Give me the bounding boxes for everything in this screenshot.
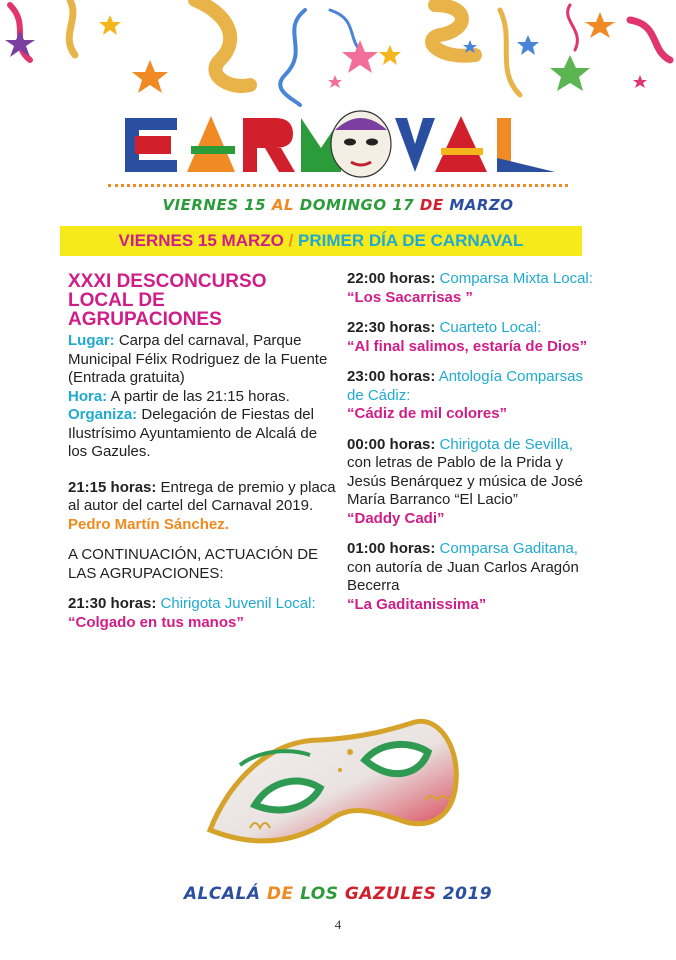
dates-part: MARZO: [449, 196, 514, 214]
footer-town: [0, 884, 676, 904]
award-winner: Pedro Martín Sánchez.: [68, 515, 229, 533]
day-banner-text: [60, 229, 582, 253]
footer-part: DE: [266, 884, 301, 904]
banner-day: VIERNES 15 MARZO: [118, 231, 284, 250]
schedule-name: “Cádiz de mil colores”: [347, 405, 508, 422]
schedule-time: 23:00 horas:: [347, 368, 436, 385]
time-info: [68, 388, 338, 407]
schedule-name: “Daddy Cadi”: [347, 509, 445, 527]
dates-part: VIERNES 15: [162, 196, 272, 214]
time-label: Hora:: [68, 387, 108, 405]
venue-info: [68, 332, 338, 388]
schedule-item: [68, 595, 338, 632]
award-text: Entrega de premio y placa al autor del cartel del Carnaval 2019.: [68, 478, 336, 514]
heading-line: XXXI DESCONCURSO: [68, 271, 267, 292]
footer-part: 2019: [442, 884, 493, 904]
left-column: [68, 272, 338, 632]
dates-part: DOMINGO 17: [299, 196, 420, 214]
time-text: A partir de las 21:15 horas.: [107, 387, 290, 405]
venue-label: Lugar:: [68, 332, 115, 349]
organizer-info: [68, 406, 338, 462]
schedule-desc: Chirigota de Sevilla,: [435, 435, 573, 453]
organizer-text: Delegación de Fiestas del Ilustrísimo Ayuntamiento de Alcalá de los Gazules.: [68, 406, 318, 460]
schedule-desc: Cuarteto Local:: [435, 319, 542, 336]
heading-line: LOCAL DE: [68, 290, 165, 311]
schedule-time: 22:30 horas:: [347, 319, 436, 336]
schedule-extra: con autoría de Juan Carlos Aragón Becerra: [347, 558, 579, 594]
award-info: [68, 479, 338, 516]
schedule-name: “La Gaditanissima”: [347, 595, 487, 613]
contest-heading: [68, 272, 338, 329]
schedule-item: [347, 436, 597, 529]
footer-part: GAZULES: [344, 884, 443, 904]
dates-part: AL: [271, 196, 300, 214]
schedule-time: 22:00 horas:: [347, 270, 436, 287]
footer-part: ALCALÁ: [183, 884, 267, 904]
page-number: 4: [334, 917, 342, 932]
schedule-time: 01:00 horas:: [347, 540, 436, 557]
venue-text: Carpa del carnaval, Parque Municipal Félix Rodriguez de la Fuente (Entrada gratuita): [68, 332, 328, 386]
schedule-desc: Chirigota Juvenil Local:: [156, 595, 316, 612]
schedule-item: [347, 540, 597, 614]
schedule-desc: Comparsa Mixta Local:: [435, 270, 593, 287]
right-column: [347, 270, 597, 614]
continuation-text: A CONTINUACIÓN, ACTUACIÓN DE LAS AGRUPACIONES:: [68, 546, 319, 582]
schedule-name: “Al final salimos, estaría de Dios”: [347, 337, 588, 355]
schedule-extra: con letras de Pablo de la Prida y Jesús Benárquez y música de José María Barranco “El Lacio”: [347, 454, 583, 508]
schedule-item: [347, 368, 597, 424]
banner-title: PRIMER DÍA DE CARNAVAL: [298, 231, 524, 250]
schedule-time: 00:00 horas:: [347, 435, 436, 453]
organizer-label: Organiza:: [68, 406, 138, 423]
schedule-name: “Los Sacarrisas ”: [347, 288, 473, 306]
schedule-desc: Comparsa Gaditana,: [435, 540, 578, 557]
carnival-mask-illustration: [200, 710, 470, 860]
confetti-decoration: [0, 0, 676, 110]
award-time: 21:15 horas:: [68, 478, 157, 496]
dotted-divider: [108, 184, 568, 187]
footer-part: LOS: [300, 884, 345, 904]
schedule-name: “Colgado en tus manos”: [68, 613, 244, 631]
dates-part: DE: [419, 196, 450, 214]
schedule-desc: Antología Comparsas de Cádiz:: [347, 368, 583, 404]
schedule-item: [347, 319, 597, 356]
event-dates: [0, 196, 676, 214]
heading-line: AGRUPACIONES: [68, 309, 222, 330]
schedule-time: 21:30 horas:: [68, 595, 157, 612]
banner-separator: /: [283, 231, 299, 250]
carnaval-logo: [125, 110, 555, 178]
schedule-item: [347, 270, 597, 307]
